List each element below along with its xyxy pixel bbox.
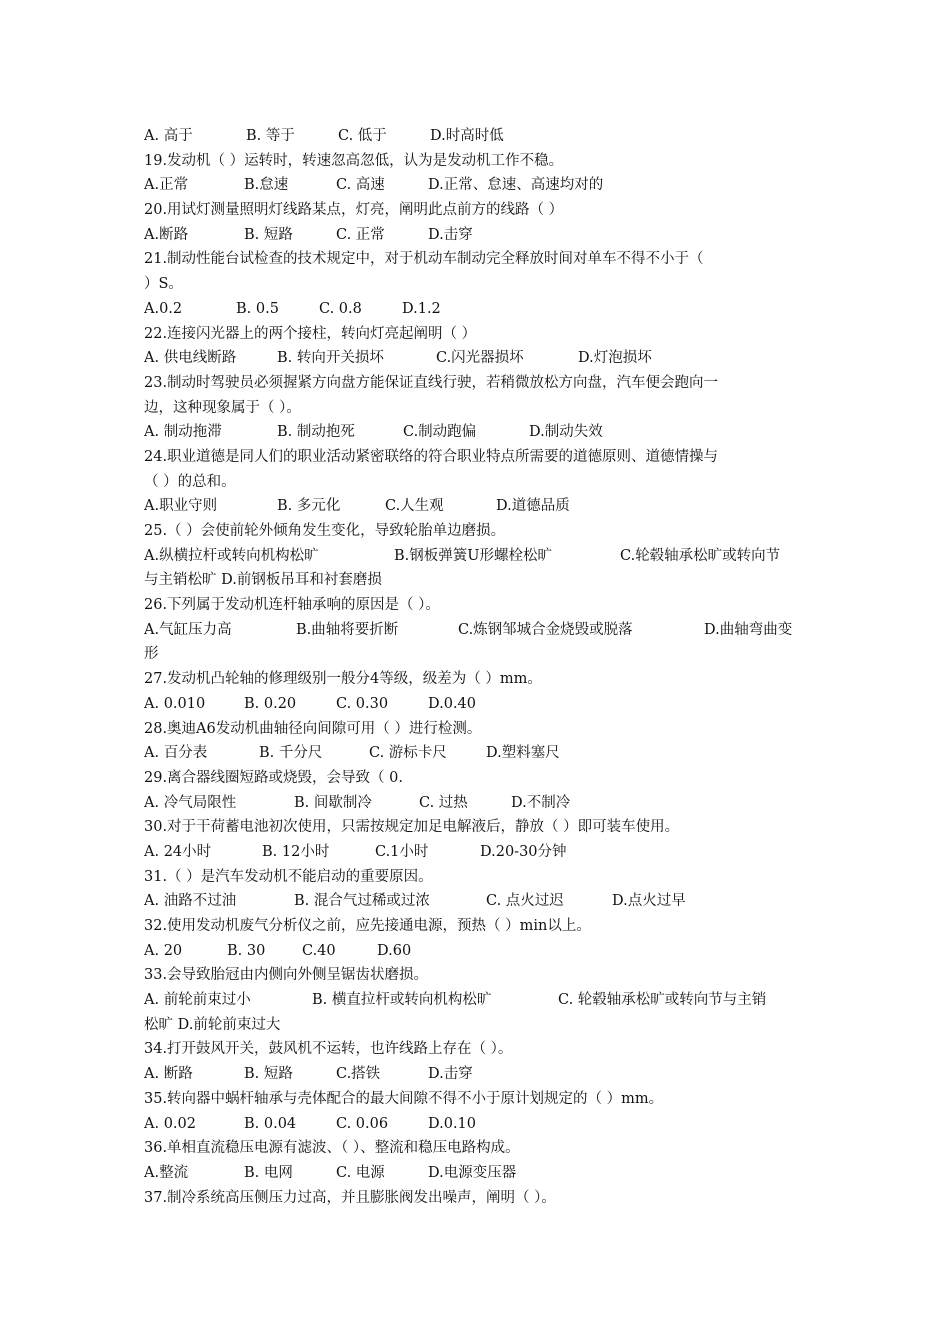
question-text-line: 35.转向器中蜗杆轴承与壳体配合的最大间隙不得不小于原计划规定的（ ）mm。: [144, 1090, 664, 1107]
answer-options-line: [144, 420, 814, 445]
question-text-line: 形: [144, 646, 159, 663]
answer-option: C. 过热: [419, 794, 468, 811]
answer-option: A. 百分表: [144, 745, 208, 762]
question-text-line: 21.制动性能台试检查的技术规定中，对于机动车制动完全释放时间对单车不得不小于（: [144, 251, 704, 268]
answer-option: A. 24小时: [144, 843, 212, 860]
answer-option: C.轮毂轴承松旷或转向节: [620, 547, 781, 564]
answer-option: B. 制动抱死: [277, 424, 355, 441]
answer-option: D.正常、怠速、高速均对的: [428, 177, 604, 194]
answer-options-line: [144, 494, 814, 519]
answer-option: A.正常: [144, 177, 189, 194]
answer-option: A.整流: [144, 1164, 189, 1181]
question-text-line: 25.（ ）会使前轮外倾角发生变化，导致轮胎单边磨损。: [144, 523, 506, 539]
answer-option: D.曲轴弯曲变: [704, 621, 793, 638]
answer-option: A. 20: [144, 942, 183, 959]
question-text-line: 31.（ ）是汽车发动机不能启动的重要原因。: [144, 868, 433, 885]
question-text-line: 36.单相直流稳压电源有滤波、（ ）、整流和稳压电路构成。: [144, 1140, 520, 1157]
answer-option: D.灯泡损坏: [578, 350, 652, 367]
answer-option: C. 低于: [338, 128, 387, 144]
question-text-line: 32.使用发动机废气分析仪之前，应先接通电源，预热（ ）min以上。: [144, 918, 591, 934]
answer-options-line: [144, 840, 814, 865]
answer-option: B. 横直拉杆或转向机构松旷: [312, 992, 492, 1009]
question-text-line: 30.对于干荷蓄电池初次使用，只需按规定加足电解液后，静放（ ）即可装车使用。: [144, 819, 680, 836]
answer-option: A. 制动拖滞: [144, 424, 222, 441]
answer-options-line: [144, 1062, 814, 1087]
answer-option: C. 点火过迟: [486, 893, 564, 910]
question-text-line: 26.下列属于发动机连杆轴承响的原因是（ ）。: [144, 597, 440, 614]
answer-option: A. 前轮前束过小: [144, 992, 251, 1009]
question-text-line: 与主销松旷 D.前钢板吊耳和衬套磨损: [144, 572, 382, 589]
answer-option: A.0.2: [144, 300, 183, 317]
question-text-line: 29.离合器线圈短路或烧毁，会导致（ 0.: [144, 769, 404, 786]
answer-options-line: [144, 889, 814, 914]
answer-options-line: [144, 124, 814, 149]
question-text-line: 24.职业道德是同人们的职业活动紧密联络的符合职业特点所需要的道德原则、道德情操与: [144, 448, 719, 465]
answer-option: C. 电源: [336, 1164, 385, 1181]
answer-option: B. 等于: [246, 128, 295, 144]
answer-option: D.击穿: [428, 1066, 473, 1083]
answer-option: C. 游标卡尺: [369, 745, 447, 762]
answer-options-line: [144, 618, 814, 643]
answer-option: B. 千分尺: [259, 745, 323, 762]
answer-option: B. 短路: [244, 226, 293, 243]
answer-option: B. 0.04: [244, 1115, 297, 1132]
answer-option: B. 电网: [244, 1164, 293, 1181]
answer-option: D.击穿: [428, 226, 473, 243]
question-text-line: 22.连接闪光器上的两个接柱，转向灯亮起阐明（ ）: [144, 325, 477, 342]
answer-option: D.塑料塞尺: [486, 745, 560, 762]
answer-option: D.0.40: [428, 695, 477, 712]
answer-option: D.20-30分钟: [480, 843, 567, 860]
question-text-line: （ ）的总和。: [144, 473, 236, 490]
answer-option: C.闪光器损坏: [436, 350, 524, 367]
answer-option: A.纵横拉杆或转向机构松旷: [144, 547, 319, 564]
answer-option: D.60: [377, 942, 412, 959]
question-text-line: 松旷 D.前轮前束过大: [144, 1016, 281, 1033]
answer-option: B.怠速: [244, 177, 289, 194]
answer-options-line: [144, 1161, 814, 1186]
answer-options-line: [144, 791, 814, 816]
question-text-line: 37.制冷系统高压侧压力过高，并且膨胀阀发出噪声，阐明（ ）。: [144, 1189, 556, 1206]
answer-options-line: [144, 939, 814, 964]
answer-option: C.炼钢邹城合金烧毁或脱落: [458, 621, 633, 638]
answer-option: B. 0.5: [236, 300, 279, 317]
question-text-line: ）S。: [144, 276, 183, 293]
answer-option: C. 轮毂轴承松旷或转向节与主销: [558, 992, 767, 1009]
answer-option: D.电源变压器: [428, 1164, 517, 1181]
question-text-line: 28.奥迪A6发动机曲轴径向间隙可用（ ）进行检测。: [144, 720, 482, 737]
answer-option: A. 0.02: [144, 1115, 196, 1132]
answer-option: A. 供电线断路: [144, 350, 237, 367]
answer-option: C.1小时: [375, 843, 429, 860]
answer-options-line: [144, 223, 814, 248]
question-list: [144, 124, 814, 1210]
question-text-line: 20.用试灯测量照明灯线路某点，灯亮，阐明此点前方的线路（ ）: [144, 202, 564, 219]
answer-option: A.职业守则: [144, 498, 218, 515]
answer-options-line: [144, 297, 814, 322]
question-text-line: 27.发动机凸轮轴的修理级别一般分4等级，级差为（ ）mm。: [144, 671, 542, 688]
question-text-line: 23.制动时驾驶员必须握紧方向盘方能保证直线行驶，若稍微放松方向盘，汽车便会跑向一: [144, 374, 719, 391]
answer-option: C.制动跑偏: [403, 424, 477, 441]
answer-option: D.时高时低: [430, 128, 504, 144]
question-text-line: 33.会导致胎冠由内侧向外侧呈锯齿状磨损。: [144, 967, 429, 984]
answer-option: C. 正常: [336, 226, 385, 243]
question-text-line: 边，这种现象属于（ ）。: [144, 399, 301, 416]
answer-option: A.断路: [144, 226, 189, 243]
answer-options-line: [144, 988, 814, 1013]
answer-options-line: [144, 173, 814, 198]
answer-option: D.道德品质: [496, 498, 570, 515]
answer-option: A. 油路不过油: [144, 893, 237, 910]
answer-options-line: [144, 346, 814, 371]
answer-option: D.0.10: [428, 1115, 477, 1132]
answer-option: C. 0.30: [336, 695, 389, 712]
answer-option: C. 高速: [336, 177, 385, 194]
answer-option: B. 转向开关损坏: [277, 350, 384, 367]
answer-option: B. 30: [227, 942, 266, 959]
answer-option: A.气缸压力高: [144, 621, 232, 638]
question-text-line: 19.发动机（ ）运转时，转速忽高忽低，认为是发动机工作不稳。: [144, 152, 564, 169]
answer-option: C.搭铁: [336, 1066, 381, 1083]
answer-option: C. 0.8: [319, 300, 362, 317]
answer-option: B. 间歇制冷: [294, 794, 372, 811]
answer-options-line: [144, 692, 814, 717]
answer-option: D.不制冷: [511, 794, 571, 811]
answer-option: B.曲轴将要折断: [296, 621, 399, 638]
answer-option: B. 12小时: [262, 843, 330, 860]
answer-option: B. 混合气过稀或过浓: [294, 893, 430, 910]
answer-option: C. 0.06: [336, 1115, 389, 1132]
answer-options-line: [144, 544, 814, 569]
answer-options-line: [144, 741, 814, 766]
answer-option: B. 多元化: [277, 498, 341, 515]
answer-option: C.40: [302, 942, 336, 959]
answer-option: C.人生观: [385, 498, 444, 515]
answer-option: B. 短路: [244, 1066, 293, 1083]
question-text-line: 34.打开鼓风开关，鼓风机不运转，也许线路上存在（ ）。: [144, 1041, 513, 1058]
answer-option: B.钢板弹簧U形螺栓松旷: [394, 547, 552, 564]
answer-option: A. 高于: [144, 128, 193, 144]
answer-options-line: [144, 1112, 814, 1137]
answer-option: A. 0.010: [144, 695, 206, 712]
answer-option: A. 冷气局限性: [144, 794, 237, 811]
answer-option: B. 0.20: [244, 695, 297, 712]
answer-option: D.1.2: [402, 300, 441, 317]
answer-option: D.制动失效: [529, 424, 603, 441]
answer-option: A. 断路: [144, 1066, 193, 1083]
answer-option: D.点火过早: [612, 893, 686, 910]
